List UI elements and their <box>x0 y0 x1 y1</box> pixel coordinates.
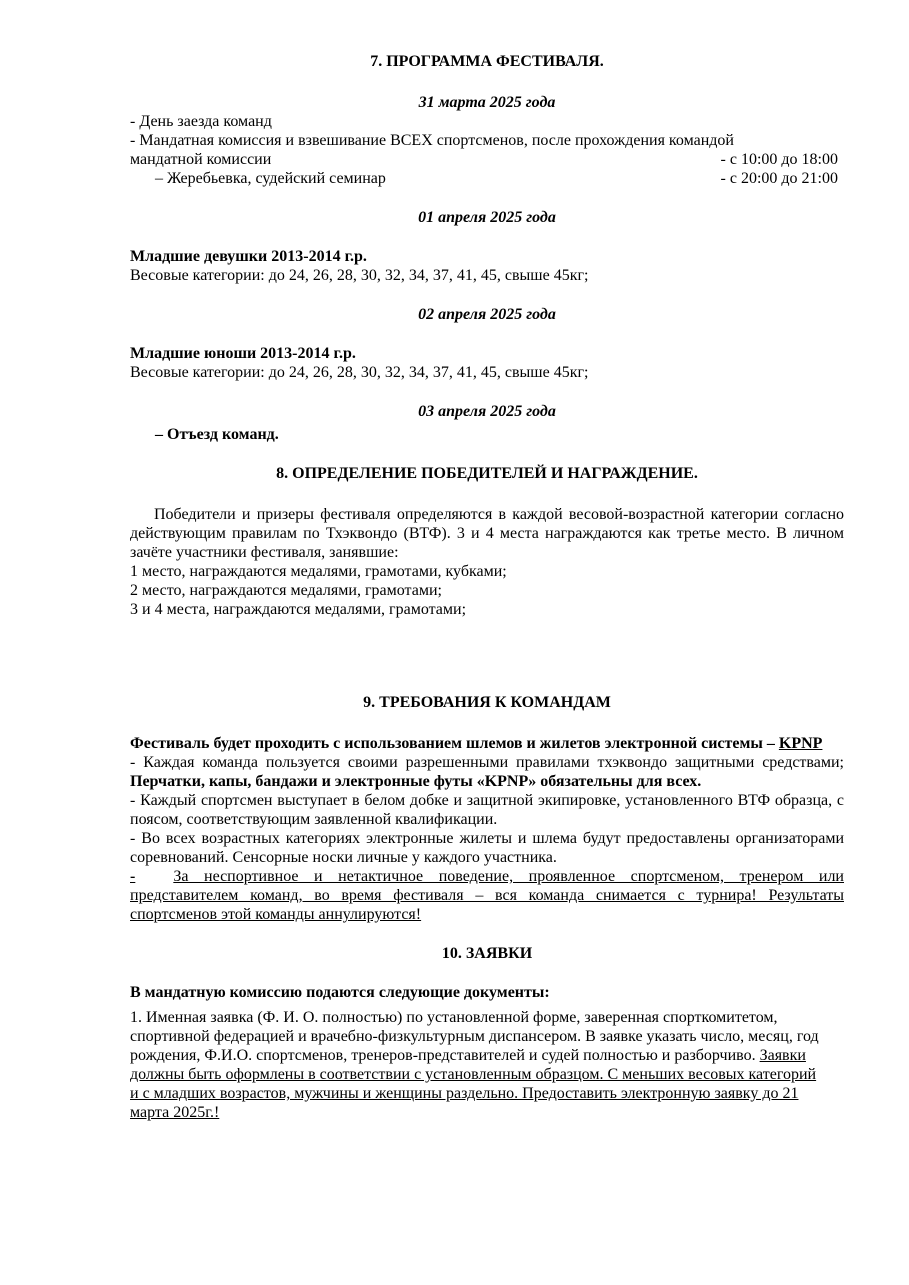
award-third-place: 3 и 4 места, награждаются медалями, грамотами; <box>130 601 467 618</box>
section-10-title: 10. ЗАЯВКИ <box>441 945 533 962</box>
award-second-place: 2 место, награждаются медалями, грамотами; <box>130 582 442 599</box>
program-line-commission-cont: мандатной комиссии <box>130 151 272 168</box>
group-junior-girls: Младшие девушки 2013-2014 г.р. <box>130 248 367 265</box>
requirement-protective-gear <box>130 753 844 791</box>
section-8-title: 8. ОПРЕДЕЛЕНИЕ ПОБЕДИТЕЛЕЙ И НАГРАЖДЕНИЕ. <box>276 465 698 482</box>
program-line-commission: - Мандатная комиссия и взвешивание ВСЕХ спортсменов, после прохождения командой <box>130 132 734 149</box>
application-item-1 <box>130 1008 820 1122</box>
program-row-commission <box>130 150 844 169</box>
equipment-intro-text: Фестиваль будет проходить с использованием шлемов и жилетов электронной системы – <box>130 735 779 752</box>
application-item-1-text: 1. Именная заявка (Ф. И. О. полностью) по установленной форме, заверенная спорткомитетом, спортивной федерацией и врачебно-физкультурным диспансером. В заявке указать число, месяц, год рождения, Ф.И.О. спортсменов, тренеров-представителей и судей полностью и разборчиво. <box>130 1009 819 1064</box>
award-first-place: 1 место, награждаются медалями, грамотами, кубками; <box>130 563 507 580</box>
program-time-commission: - с 10:00 до 18:00 <box>720 151 838 168</box>
document-page <box>130 52 844 1122</box>
program-row-draw <box>130 169 844 188</box>
requirement-electronic-vests: - Во всех возрастных категориях электронные жилеты и шлема будут предоставлены организаторами соревнований. Сенсорные носки личные у каждого участника. <box>130 830 844 866</box>
equipment-system-name: KPNP <box>778 735 823 752</box>
date-heading-4: 03 апреля 2025 года <box>418 403 556 420</box>
group-junior-boys: Младшие юноши 2013-2014 г.р. <box>130 345 356 362</box>
weights-junior-boys: Весовые категории: до 24, 26, 28, 30, 32, 34, 37, 41, 45, свыше 45кг; <box>130 364 589 381</box>
weights-junior-girls: Весовые категории: до 24, 26, 28, 30, 32, 34, 37, 41, 45, свыше 45кг; <box>130 267 589 284</box>
requirement-conduct-dash: - <box>130 868 136 885</box>
date-heading-1: 31 марта 2025 года <box>418 94 556 111</box>
application-item-1-requirement: Заявки должны быть оформлены в соответствии с установленным образцом. С меньших весовых категорий и с младших возрастов, мужчины и женщины раздельно. Предоставить электронную заявку до 21 марта 2025г.! <box>130 1047 817 1121</box>
awards-paragraph: Победители и призеры фестиваля определяются в каждой весовой-возрастной категории согласно действующим правилам по Тхэквондо (ВТФ). 3 и 4 места награждаются как третье место. В личном зачёте участники фестиваля, занявшие: <box>130 506 844 561</box>
date-heading-3: 02 апреля 2025 года <box>418 306 556 323</box>
section-7-title: 7. ПРОГРАММА ФЕСТИВАЛЯ. <box>370 53 604 70</box>
requirement-uniform: - Каждый спортсмен выступает в белом добке и защитной экипировке, установленного ВТФ образца, с поясом, соответствующим заявленной квалификации. <box>130 792 844 828</box>
date-heading-2: 01 апреля 2025 года <box>418 209 556 226</box>
program-line-arrival: - День заезда команд <box>130 113 272 130</box>
documents-heading: В мандатную комиссию подаются следующие документы: <box>130 984 550 1001</box>
program-time-draw: - с 20:00 до 21:00 <box>720 170 838 187</box>
program-line-departure: – Отъезд команд. <box>155 426 279 443</box>
requirement-conduct-text: За неспортивное и нетактичное поведение, проявленное спортсменом, тренером или представителем команд, во время фестиваля – вся команда снимается с турнира! Результаты спортсменов этой команды аннулируются! <box>130 868 844 923</box>
requirement-mandatory-items: Перчатки, капы, бандажи и электронные футы «KPNP» обязательны для всех. <box>130 773 702 790</box>
requirement-protective-gear-text: - Каждая команда пользуется своими разрешенными правилами тхэквондо защитными средствами; <box>130 754 844 771</box>
program-line-draw: – Жеребьевка, судейский семинар <box>155 170 386 187</box>
equipment-intro <box>130 734 844 753</box>
requirement-conduct <box>130 867 844 924</box>
section-9-title: 9. ТРЕБОВАНИЯ К КОМАНДАМ <box>363 694 611 711</box>
